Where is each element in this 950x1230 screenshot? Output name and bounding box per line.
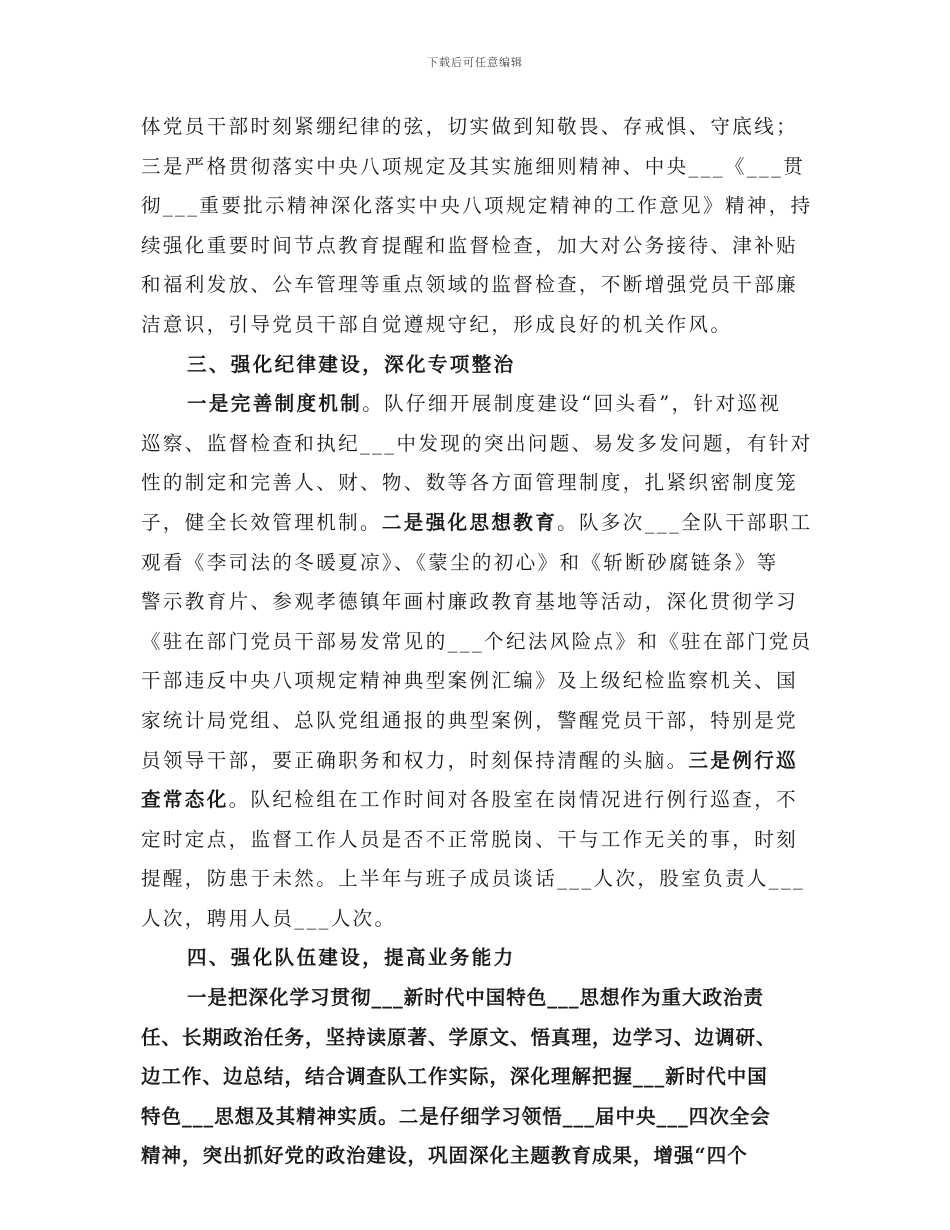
text-span: 子，健全长效管理机制。 [141,510,382,534]
text-line: 性的制定和完善人、财、物、数等各方面管理制度，扎紧织密制度笼 [141,471,799,495]
page-header: 下载后可任意编辑 [427,56,523,69]
text-line: 巡察、监督检查和执纪___中发现的突出问题、易发多发问题，有针对 [141,431,813,455]
text-line: 定时定点，监督工作人员是否不正常脱岗、干与工作无关的事，时刻 [141,827,799,851]
text-line: 三、强化纪律建设，深化专项整治 [187,352,516,376]
text-line: 警示教育片、参观孝德镇年画村廉政教育基地等活动，深化贯彻学习 [141,590,799,614]
text-span: 。队多次___全队干部职工 [557,510,813,534]
bold-phrase: 二是强化思想教育 [381,510,558,534]
text-line [141,503,811,543]
text-line [141,741,811,781]
text-line: 任、长期政治任务，坚持读原著、学原文、悟真理，边学习、边调研、 [141,1025,777,1049]
text-line: 一是把深化学习贯彻___新时代中国特色___思想作为重大政治责 [187,986,765,1010]
text-line: 干部违反中央八项规定精神典型案例汇编》及上级纪检监察机关、国 [141,669,799,693]
text-line: 观看《李司法的冬暖夏凉》、《蒙尘的初心》和《斩断砂腐链条》等 [141,550,779,574]
text-line [141,384,811,424]
text-line: 四、强化队伍建设，提高业务能力 [187,946,516,970]
text-line: 洁意识，引导党员干部自觉遵规守纪，形成良好的机关作风。 [141,312,733,336]
bold-phrase: 一是完善制度机制 [187,392,363,416]
text-line: 边工作、边总结，结合调查队工作实际，深化理解把握___新时代中国 [141,1065,768,1089]
text-line: 三是严格贯彻落实中央八项规定及其实施细则精神、中央___《___贯 [141,154,806,178]
text-line [141,780,811,820]
bold-phrase: 三是例行巡 [688,748,799,772]
text-line: 精神，突出抓好党的政治建设，巩固深化主题教育成果，增强“四个 [141,1144,748,1168]
document-body [141,107,811,1176]
text-line: 和福利发放、公车管理等重点领域的监督检查，不断增强党员干部廉 [141,273,799,297]
text-line: 人次，聘用人员___人次。 [141,906,397,930]
text-line: 彻___重要批示精神深化落实中央八项规定精神的工作意见》精神，持 [141,194,813,218]
text-span: 。队仔细开展制度建设“回头看”，针对巡视 [362,392,782,416]
text-line: 提醒，防患于未然。上半年与班子成员谈话___人次，股室负责人___ [141,867,806,891]
text-line: 《驻在部门党员干部易发常见的___个纪法风险点》和《驻在部门党员 [141,629,813,653]
text-span: 。队纪检组在工作时间对各股室在岗情况进行例行巡查，不 [228,788,799,812]
text-line: 体党员干部时刻紧绷纪律的弦，切实做到知敬畏、存戒惧、守底线； [141,115,799,138]
bold-phrase: 查常态化 [141,788,229,812]
text-line: 续强化重要时间节点教育提醒和监督检查，加大对公务接待、津补贴 [141,233,799,257]
text-span: 员领导干部，要正确职务和权力，时刻保持清醒的头脑。 [141,748,689,772]
text-line: 特色___思想及其精神实质。二是仔细学习领悟___届中央___四次全会 [141,1104,771,1128]
text-line: 家统计局党组、总队党组通报的典型案例，警醒党员干部，特别是党 [141,708,799,732]
